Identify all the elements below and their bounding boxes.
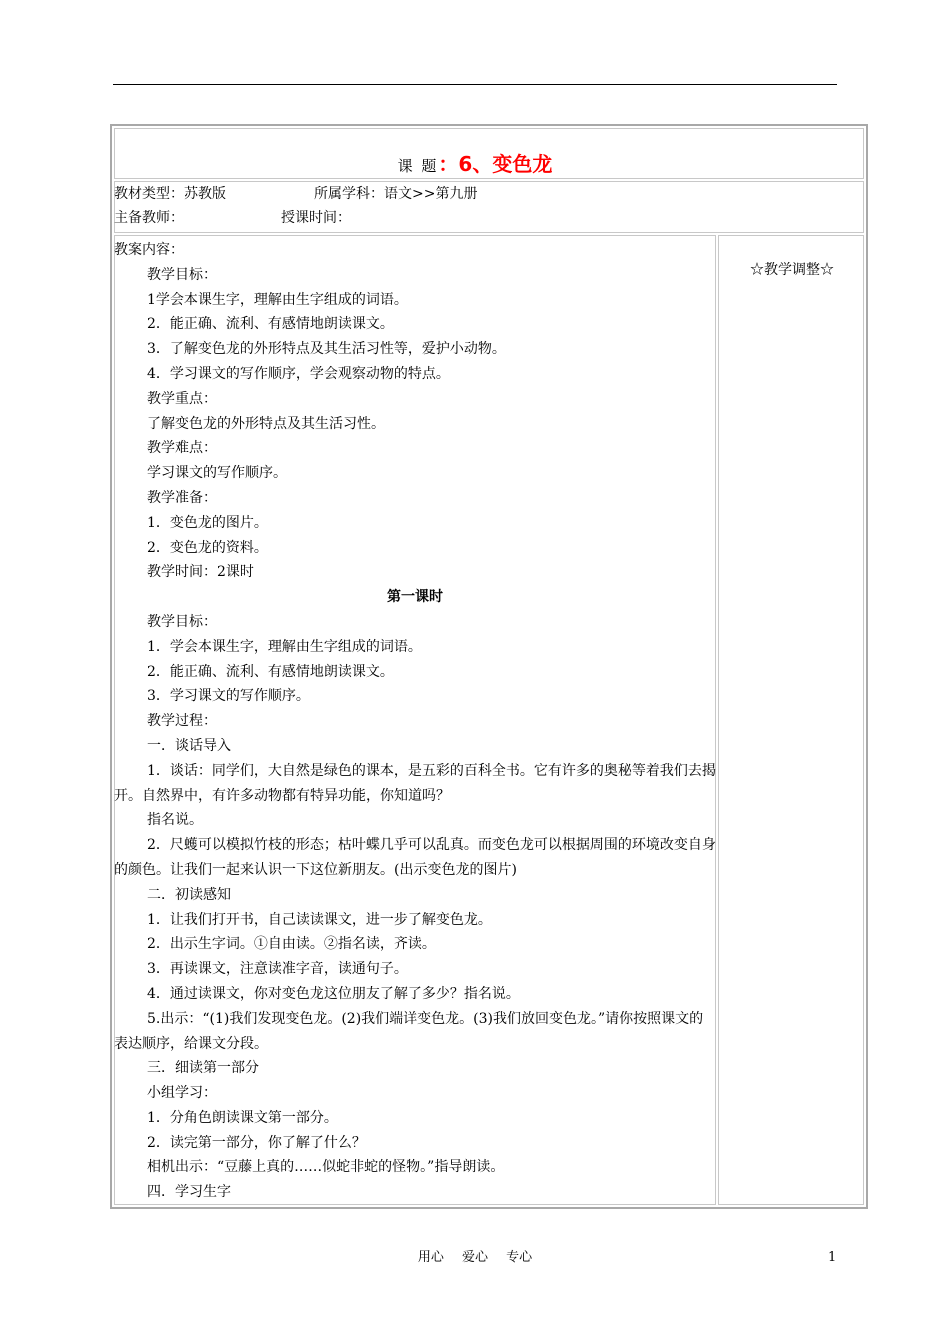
material-type: 教材类型：苏教版 xyxy=(114,186,226,202)
lesson-content xyxy=(114,238,716,1205)
content-line: 3．再读课文，注意读准字音，读通句子。 xyxy=(147,961,408,978)
content-line: 小组学习： xyxy=(147,1085,217,1102)
content-line: 教学重点： xyxy=(147,390,217,407)
content-line: 一．谈话导入 xyxy=(147,737,231,754)
content-line: 教学时间：2课时 xyxy=(147,564,254,581)
teacher: 主备教师： xyxy=(114,210,184,226)
content-line: 3．了解变色龙的外形特点及其生活习性等，爱护小动物。 xyxy=(147,341,506,358)
content-line: 1．学会本课生字，理解由生字组成的词语。 xyxy=(147,638,422,655)
content-line: 教学难点： xyxy=(147,440,217,457)
meta-cell xyxy=(114,181,864,233)
content-line: 第一课时 xyxy=(387,589,443,606)
content-line: 教学过程： xyxy=(147,713,217,730)
teaching-adjustment-label: ☆教学调整☆ xyxy=(750,262,834,278)
footer-motto: 用心 爱心 专心 xyxy=(417,1250,533,1265)
subject: 所属学科：语文>>第九册 xyxy=(314,186,478,202)
content-line: 1．变色龙的图片。 xyxy=(147,514,268,531)
content-line: 2．读完第一部分，你了解了什么？ xyxy=(147,1134,366,1151)
page-number: 1 xyxy=(828,1250,837,1265)
content-line: 2．变色龙的资料。 xyxy=(147,539,268,556)
content-line: 1学会本课生字，理解由生字组成的词语。 xyxy=(147,291,408,308)
content-line: 1．分角色朗读课文第一部分。 xyxy=(147,1109,338,1126)
content-line: 5.出示：“(1)我们发现变色龙。(2)我们端详变色龙。(3)我们放回变色龙。”请你按照课文的表达顺序，给课文分段。 xyxy=(114,1010,704,1052)
adjust-cell xyxy=(718,235,864,1205)
content-line: 1．谈话：同学们，大自然是绿色的课本，是五彩的百科全书。它有许多的奥秘等着我们去揭开。自然界中，有许多动物都有特异功能，你知道吗？ xyxy=(114,762,716,804)
title-text: 6、变色龙 xyxy=(458,152,553,176)
title-colon: ： xyxy=(438,152,459,176)
lesson-title xyxy=(0,151,950,179)
content-line: 教学准备： xyxy=(147,489,217,506)
content-line: 三．细读第一部分 xyxy=(147,1060,259,1077)
title-label: 课 题 xyxy=(397,157,439,175)
content-line: 教学目标： xyxy=(147,613,217,630)
content-line: 相机出示：“豆藤上真的……似蛇非蛇的怪物。”指导朗读。 xyxy=(147,1159,505,1176)
content-line: 2．尺蠖可以模拟竹枝的形态；枯叶蝶几乎可以乱真。而变色龙可以根据周围的环境改变自身的颜色。让我们一起来认识一下这位新朋友。(出示变色龙的图片) xyxy=(114,837,716,878)
content-line: 2．能正确、流利、有感情地朗读课文。 xyxy=(147,316,394,333)
content-line: 教案内容： xyxy=(114,242,184,258)
content-line: 了解变色龙的外形特点及其生活习性。 xyxy=(147,415,385,432)
content-line: 2．能正确、流利、有感情地朗读课文。 xyxy=(147,663,394,680)
content-line: 学习课文的写作顺序。 xyxy=(147,465,287,482)
lesson-time: 授课时间： xyxy=(281,210,351,226)
content-line: 指名说。 xyxy=(147,812,203,829)
content-line: 教学目标： xyxy=(147,266,217,283)
content-line: 四．学习生字 xyxy=(147,1184,231,1201)
content-line: 4．学习课文的写作顺序，学会观察动物的特点。 xyxy=(147,365,450,382)
content-line: 3．学习课文的写作顺序。 xyxy=(147,688,310,705)
content-line: 2．出示生字词。①自由读。②指名读，齐读。 xyxy=(147,936,436,953)
content-line: 4．通过读课文，你对变色龙这位朋友了解了多少？指名说。 xyxy=(147,985,520,1002)
content-line: 1．让我们打开书，自己读读课文，进一步了解变色龙。 xyxy=(147,911,492,928)
header-rule xyxy=(113,84,837,85)
content-line: 二．初读感知 xyxy=(147,886,231,903)
